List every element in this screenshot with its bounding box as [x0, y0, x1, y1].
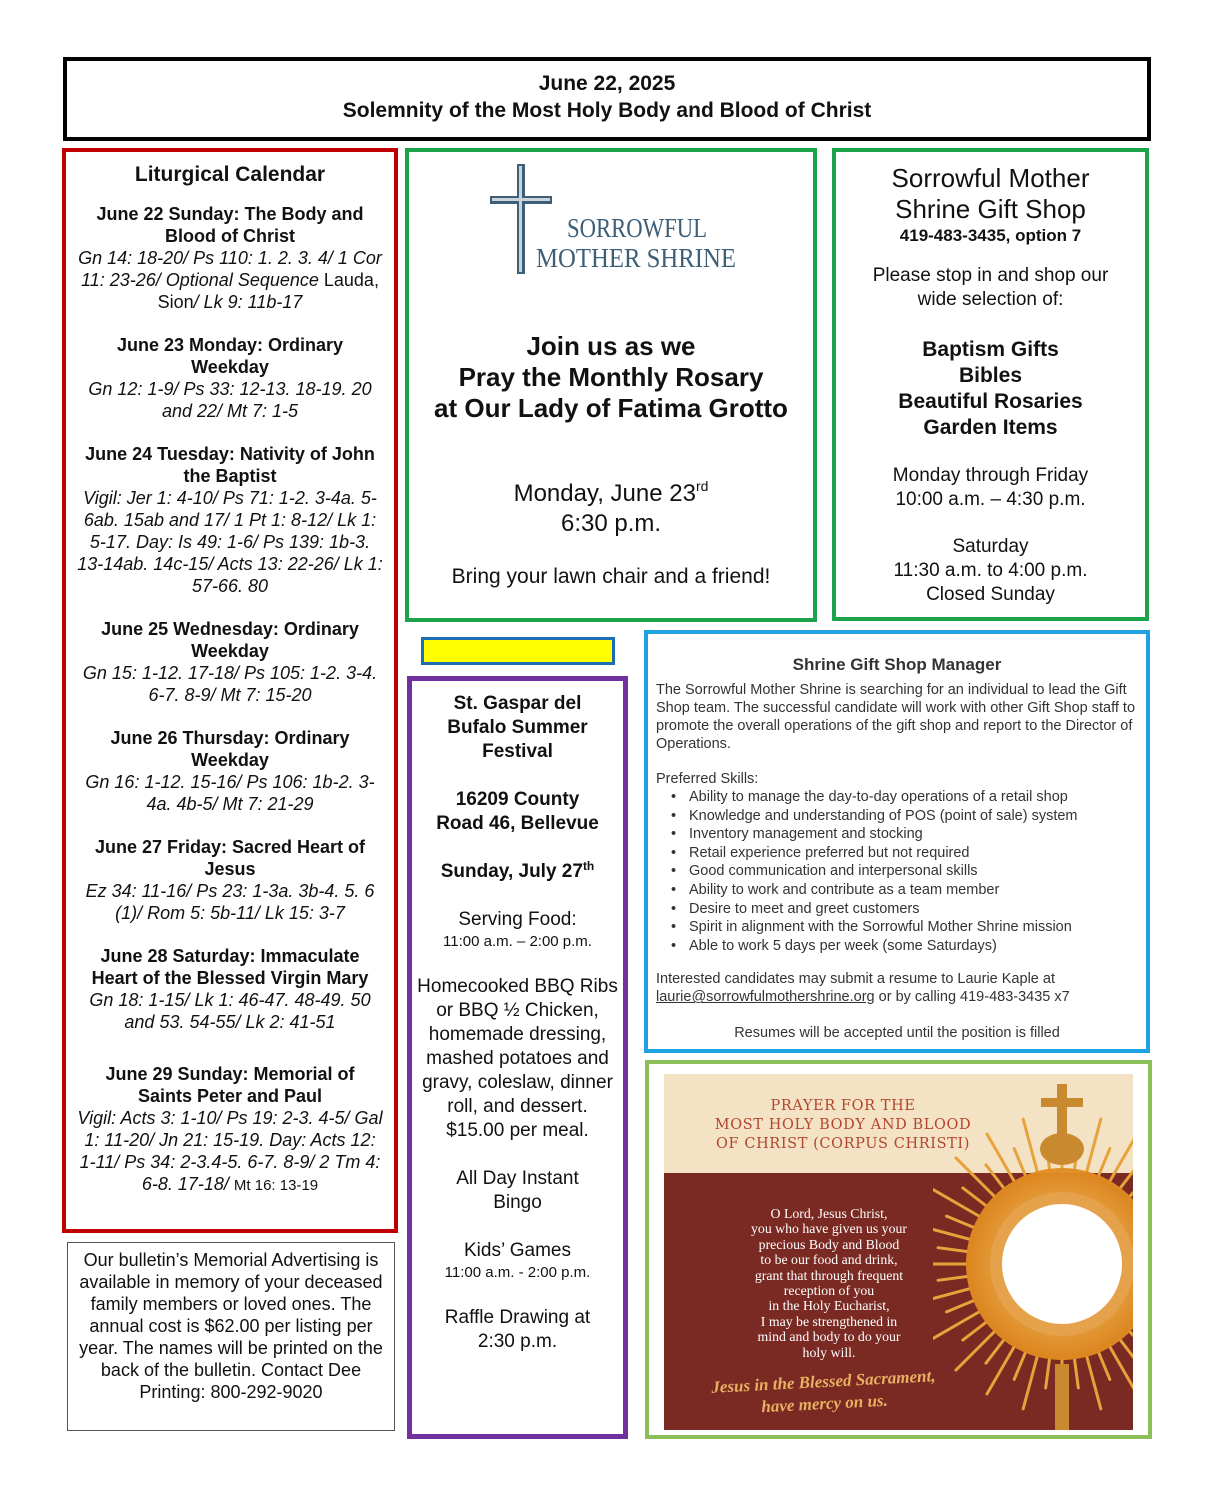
day-title: June 22 Sunday: The Body and Blood of Christ	[96, 204, 364, 246]
day-title: June 28 Saturday: Immaculate Heart of the Blessed Virgin Mary	[91, 946, 369, 988]
day-title: June 26 Thursday: Ordinary Weekday	[110, 728, 350, 770]
highlight-bar	[421, 637, 615, 665]
memorial-advertising	[67, 1242, 395, 1431]
memorial-text: Our bulletin’s Memorial Advertising is available in memory of your deceased family members or loved ones. The annual cost is $62.00 per listing per year. The names will be printed on the back of the bulletin. Contact Dee Printing: 800-292-9020	[79, 1250, 383, 1402]
day-readings: Vigil: Acts 3: 1-10/ Ps 19: 2-3. 4-5/ Gal 1: 11-20/ Jn 21: 15-19. Day: Acts 12: 1-11/ Ps 34: 2-3.4-5. 6-7. 8-9/ 2 Tm 4: 6-8. 17-18/ Mt 16: 13-19	[77, 1108, 383, 1194]
festival-menu: Homecooked BBQ Ribs or BBQ ½ Chicken, homemade dressing, mashed potatoes and gravy, coleslaw, dinner roll, and dessert. $15.00 per meal.	[417, 976, 618, 1141]
rosary-note: Bring your lawn chair and a friend!	[451, 565, 771, 588]
calendar-day	[76, 334, 384, 422]
shrine-logo	[487, 161, 747, 281]
gift-shop-phone: 419-483-3435, option 7	[899, 226, 1082, 245]
festival-kids: Kids’ Games 11:00 a.m. - 2:00 p.m.	[444, 1240, 591, 1281]
rosary-date-time: Monday, June 23rd 6:30 p.m.	[513, 478, 709, 537]
festival-food: Serving Food: 11:00 a.m. – 2:00 p.m.	[443, 909, 592, 950]
list-item: • Able to work 5 days per week (some Saturdays)	[689, 937, 1138, 956]
festival-address: 16209 County Road 46, Bellevue	[436, 789, 599, 834]
day-readings: Gn 15: 1-12. 17-18/ Ps 105: 1-2. 3-4. 6-7. 8-9/ Mt 7: 15-20	[82, 663, 378, 705]
list-item: • Desire to meet and greet customers	[689, 900, 1138, 919]
job-intro: The Sorrowful Mother Shrine is searching for an individual to lead the Gift Shop team. The successful candidate will work with other Gift Shop staff to promote the overall operations of the gift shop and report to the Director of Operations.	[656, 682, 1136, 752]
day-title: June 29 Sunday: Memorial of Saints Peter and Paul	[105, 1064, 355, 1106]
calendar-day	[76, 1063, 384, 1197]
list-item: • Good communication and interpersonal skills	[689, 862, 1138, 881]
calendar-title: Liturgical Calendar	[134, 163, 326, 186]
gift-shop-intro: Please stop in and shop our wide selection of:	[872, 265, 1109, 310]
calendar-day	[76, 203, 384, 313]
list-item: • Ability to manage the day-to-day operations of a retail shop	[689, 788, 1138, 807]
day-readings: Gn 14: 18-20/ Ps 110: 1. 2. 3. 4/ 1 Cor 11: 23-26/ Optional Sequence Lauda, Sion/ Lk 9: 11b-17	[78, 248, 382, 312]
day-title: June 23 Monday: Ordinary Weekday	[116, 335, 344, 377]
day-title: June 27 Friday: Sacred Heart of Jesus	[94, 837, 366, 879]
bulletin-header	[63, 57, 1151, 141]
festival-bingo: All Day Instant Bingo	[456, 1168, 579, 1213]
day-readings: Gn 18: 1-15/ Lk 1: 46-47. 48-49. 50 and 53. 54-55/ Lk 2: 41-51	[89, 990, 371, 1032]
job-contact: Interested candidates may submit a resume to Laurie Kaple at laurie@sorrowfulmothershrine.org or by calling 419-483-3435 x7	[656, 971, 1070, 1006]
gift-shop-items	[836, 337, 1145, 441]
liturgical-calendar	[62, 148, 398, 1233]
list-item: • Inventory management and stocking	[689, 825, 1138, 844]
day-readings: Ez 34: 11-16/ Ps 23: 1-3a. 3b-4. 5. 6 (1)/ Rom 5: 5b-11/ Lk 15: 3-7	[85, 881, 375, 923]
gift-shop-hours	[832, 148, 1149, 621]
day-readings: Gn 12: 1-9/ Ps 33: 12-13. 18-19. 20 and 22/ Mt 7: 1-5	[88, 379, 372, 421]
summer-festival	[407, 676, 628, 1439]
calendar-day	[76, 618, 384, 706]
list-item: Baptism Gifts	[922, 338, 1059, 361]
list-item: • Ability to work and contribute as a team member	[689, 881, 1138, 900]
prayer-closing: Jesus in the Blessed Sacrament, have mercy on us.	[710, 1366, 936, 1417]
rosary-announcement	[405, 148, 817, 622]
festival-title: St. Gaspar del Bufalo Summer Festival	[447, 693, 588, 762]
day-title: June 25 Wednesday: Ordinary Weekday	[101, 619, 359, 661]
rosary-invitation: Join us as we Pray the Monthly Rosary at Our Lady of Fatima Grotto	[434, 331, 788, 423]
feast-title: Solemnity of the Most Holy Body and Blood of Christ	[342, 99, 872, 122]
calendar-day	[76, 727, 384, 815]
list-item: Garden Items	[923, 416, 1058, 439]
day-title: June 24 Tuesday: Nativity of John the Baptist	[85, 444, 375, 486]
calendar-day	[76, 443, 384, 597]
svg-text:MOTHER SHRINE: MOTHER SHRINE	[536, 243, 736, 273]
list-item: Bibles	[958, 364, 1023, 387]
prayer-title: PRAYER FOR THE MOST HOLY BODY AND BLOOD OF CHRIST (CORPUS CHRISTI)	[714, 1098, 972, 1152]
festival-raffle: Raffle Drawing at 2:30 p.m.	[444, 1307, 591, 1352]
skills-list	[689, 788, 1138, 955]
skills-label: Preferred Skills:	[656, 771, 759, 787]
weekend-hours: Saturday 11:30 a.m. to 4:00 p.m. Closed Sunday	[893, 536, 1088, 605]
calendar-day	[76, 836, 384, 924]
list-item: • Spirit in alignment with the Sorrowful Mother Shrine mission	[689, 918, 1138, 937]
job-deadline: Resumes will be accepted until the position is filled	[734, 1025, 1060, 1042]
prayer-text: O Lord, Jesus Christ, you who have given us your precious Body and Blood to be our food and drink, grant that through frequent reception of you in the Holy Eucharist, I may be strengthened in mind and body to do your holy will.	[751, 1206, 907, 1360]
corpus-christi-prayer	[645, 1060, 1152, 1439]
list-item: • Retail experience preferred but not required	[689, 844, 1138, 863]
gift-shop-title: Sorrowful Mother Shrine Gift Shop	[891, 163, 1090, 224]
email-link[interactable]: laurie@sorrowfulmothershrine.org	[656, 989, 875, 1006]
job-title: Shrine Gift Shop Manager	[792, 655, 1002, 674]
weekday-hours: Monday through Friday 10:00 a.m. – 4:30 p.m.	[892, 465, 1089, 510]
bulletin-date: June 22, 2025	[538, 72, 676, 95]
festival-date: Sunday, July 27th	[440, 859, 595, 882]
day-readings: Vigil: Jer 1: 4-10/ Ps 71: 1-2. 3-4a. 5-6ab. 15ab and 17/ 1 Pt 1: 8-12/ Lk 1: 5-17. Day: Is 49: 1-6/ Ps 139: 1b-3. 13-14ab. 14c-15/ Acts 13: 22-26/ Lk 1: 57-66. 80	[77, 488, 383, 596]
calendar-day	[76, 945, 384, 1033]
svg-text:SORROWFUL: SORROWFUL	[567, 213, 707, 243]
job-posting	[644, 630, 1150, 1053]
list-item: • Knowledge and understanding of POS (point of sale) system	[689, 807, 1138, 826]
list-item: Beautiful Rosaries	[898, 390, 1083, 413]
prayer-card	[664, 1074, 1133, 1430]
day-readings: Gn 16: 1-12. 15-16/ Ps 106: 1b-2. 3-4a. 4b-5/ Mt 7: 21-29	[85, 772, 375, 814]
